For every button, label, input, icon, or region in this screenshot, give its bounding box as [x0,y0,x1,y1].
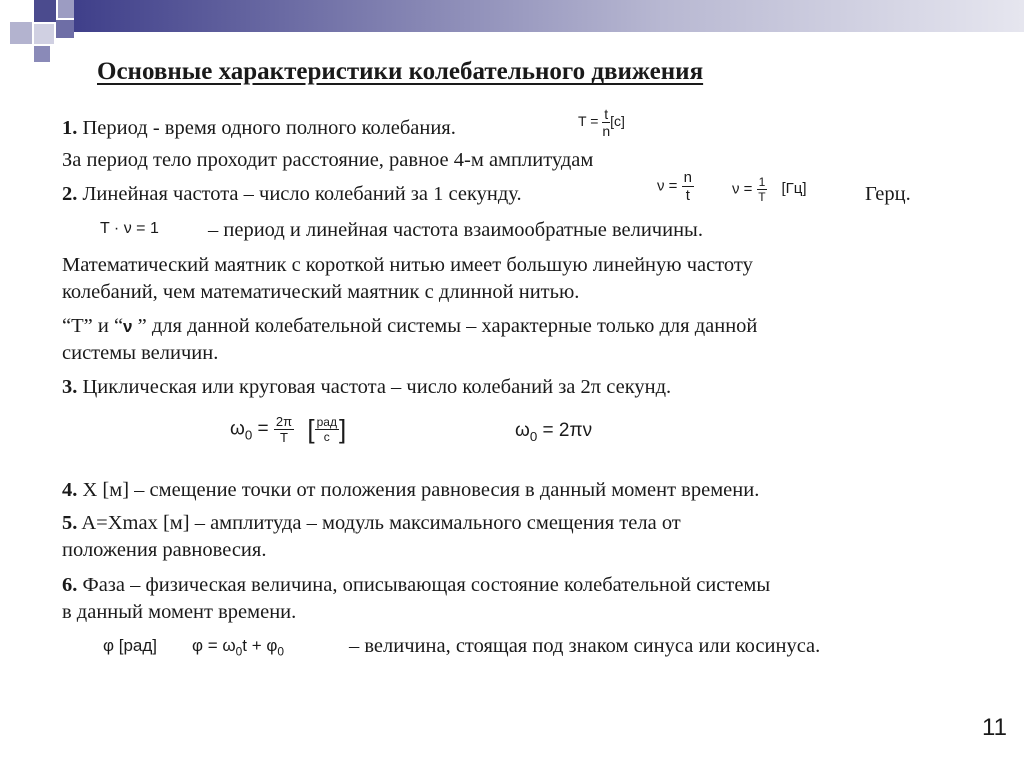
relation-description: – период и линейная частота взаимообратные величины. [208,219,703,241]
item-3-definition: 3. Циклическая или круговая частота – число колебаний за 2π секунд. [62,376,672,398]
page-number: 11 [982,714,1007,741]
characteristics-text-line-2: системы величин. [62,342,219,364]
period-formula: T = $\frac{t}{n}$ [c] [578,106,625,139]
item-6-phase: 6. Фаза – физическая величина, описывающая состояние колебательной системы [62,574,771,596]
item-1-definition: 1. Период - время одного полного колебания. [62,117,456,139]
characteristics-text-line-1: “T” и “ν ” для данной колебательной системы – характерные только для данной [62,315,758,337]
frequency-formula-n-over-t: ν = $\frac{n}{t}$ [657,169,692,204]
phase-unit-formula: φ [рад] [103,636,158,655]
pendulum-text-line-2: колебаний, чем математический маятник с длинной нитью. [62,281,580,303]
item-5-amplitude-line-2: положения равновесия. [62,539,267,561]
cyclic-frequency-formula: $\omega_0$ = $\frac{2\pi}{T}$ [ $\frac{\text{рад}}{с}$ ] [230,414,347,445]
phase-description: – величина, стоящая под знаком синуса или косинуса. [349,635,821,657]
item-1-distance-text: За период тело проходит расстояние, равное 4-м амплитудам [62,149,594,171]
decorative-square [10,22,32,44]
item-2-definition: 2. Линейная частота – число колебаний за 1 секунду. [62,183,522,205]
frequency-formula-1-over-T: ν = $\frac{1}{T}$ [Гц] [732,175,807,204]
item-5-amplitude: 5. A=Xmax [м] – амплитуда – модуль максимального смещения тела от [62,512,681,534]
decorative-square [58,0,74,18]
decorative-square [34,0,56,22]
slide-title: Основные характеристики колебательного движения [97,58,704,85]
item-6-phase-line-2: в данный момент времени. [62,601,297,623]
period-frequency-relation: T · ν = 1 [100,220,159,237]
decorative-square [56,20,74,38]
hertz-label: Герц. [865,183,911,205]
decorative-square [34,24,54,44]
cyclic-frequency-via-nu: $\omega_0 = 2\pi\nu$ [515,420,593,444]
phase-formula: $\varphi = \omega_0t + \varphi_0$ [192,636,285,659]
decorative-square [34,46,50,62]
item-4-displacement: 4. X [м] – смещение точки от положения равновесия в данный момент времени. [62,479,760,501]
header-gradient-bar [74,0,1024,32]
pendulum-text-line-1: Математический маятник с короткой нитью имеет большую линейную частоту [62,254,753,276]
